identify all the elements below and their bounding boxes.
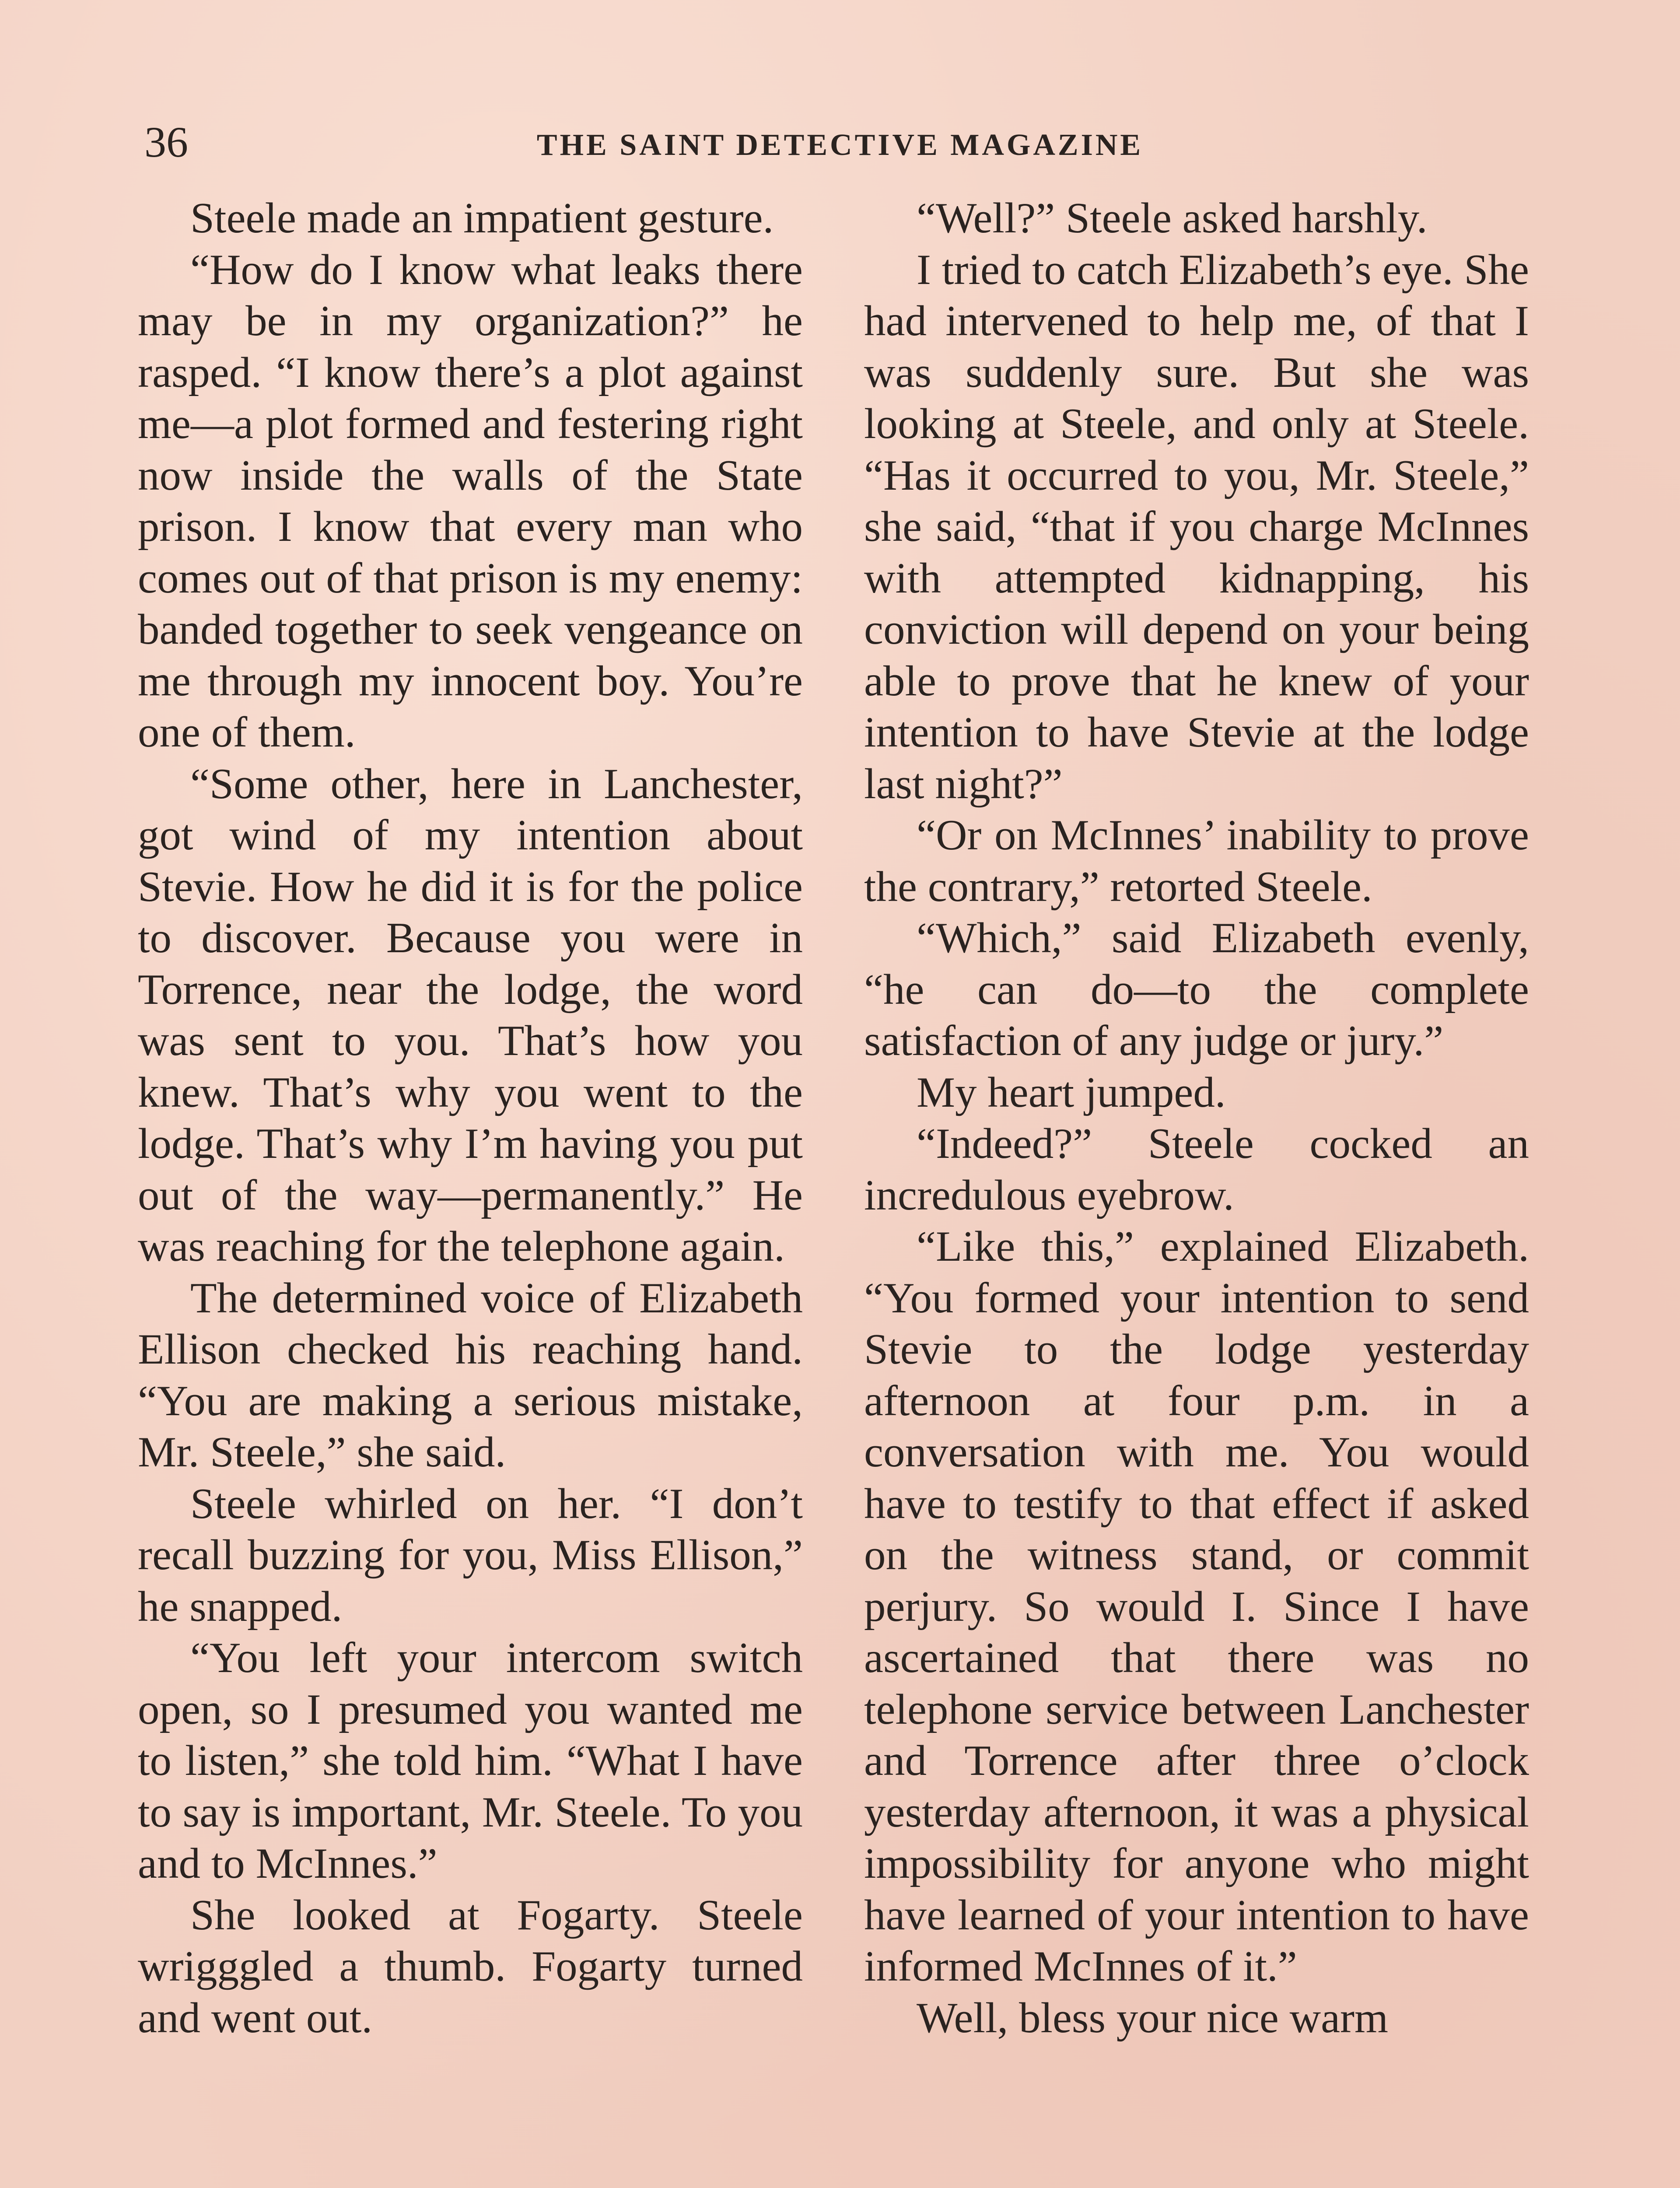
paragraph: “Indeed?” Steele cocked an incredulous eyebrow. — [864, 1120, 1529, 1219]
paragraph: I tried to catch Elizabeth’s eye. She had intervened to help me, of that I was suddenly sure. But she was looking at Steele, and only at Steele. “Has it occurred to you, Mr. Steele,” she said, “that if you charge McInnes with attempted kidnapping, his conviction will depend on your being able to prove that he knew of your intention to have Stevie at the lodge last night?” — [864, 245, 1529, 808]
paragraph: Well, bless your nice warm — [917, 1994, 1388, 2042]
left-column — [138, 193, 803, 2188]
paragraph: “Some other, here in Lanchester, got wind of my intention about Stevie. How he did it is for the police to discover. Because you were in Torrence, near the lodge, the word was sent to you. That’s how you knew. That’s why you went to the lodge. That’s why I’m having you put out of the way—permanently.” He was reaching for the telephone again. — [138, 760, 803, 1270]
paragraph: She looked at Fogarty. Steele wrigggled a thumb. Fogarty turned and went out. — [138, 1891, 803, 2042]
paragraph: “Well?” Steele asked harshly. — [917, 194, 1428, 242]
page-number: 36 — [144, 118, 188, 166]
paragraph: “How do I know what leaks there may be in my organization?” he rasped. “I know there’s a plot against me—a plot formed and festering right now inside the walls of the State prison. I know that every man who comes out of that prison is my enemy: banded together to seek vengeance on me through my innocent boy. You’re one of them. — [138, 245, 803, 756]
page-header — [144, 118, 1536, 166]
paragraph: Steele whirled on her. “I don’t recall buzzing for you, Miss Ellison,” he snapped. — [138, 1480, 803, 1630]
paragraph: The determined voice of Elizabeth Ellison checked his reaching hand. “You are making a serious mistake, Mr. Steele,” she said. — [138, 1274, 803, 1476]
paragraph: “Like this,” explained Elizabeth. “You formed your intention to send Stevie to the lodge yesterday afternoon at four p.m. in a conversation with me. You would have to testify to that effect if asked on the witness stand, or commit perjury. So would I. Since I have ascertained that there was no telephone service between Lanchester and Torrence after three o’clock yesterday afternoon, it was a physical impossibility for anyone who might have learned of your intention to have informed McInnes of it.” — [864, 1223, 1529, 1990]
paragraph: My heart jumped. — [917, 1068, 1226, 1116]
right-column — [864, 193, 1529, 2188]
magazine-title: THE SAINT DETECTIVE MAGAZINE — [536, 128, 1144, 162]
paragraph: “Or on McInnes’ inability to prove the contrary,” retorted Steele. — [864, 811, 1529, 911]
paragraph: “You left your intercom switch open, so I presumed you wanted me to listen,” she told him. “What I have to say is important, Mr. Steele. To you and to McInnes.” — [138, 1634, 803, 1887]
paragraph: “Which,” said Elizabeth evenly, “he can do—to the complete satisfaction of any judge or jury.” — [864, 914, 1529, 1065]
paragraph: Steele made an impatient gesture. — [190, 194, 774, 242]
